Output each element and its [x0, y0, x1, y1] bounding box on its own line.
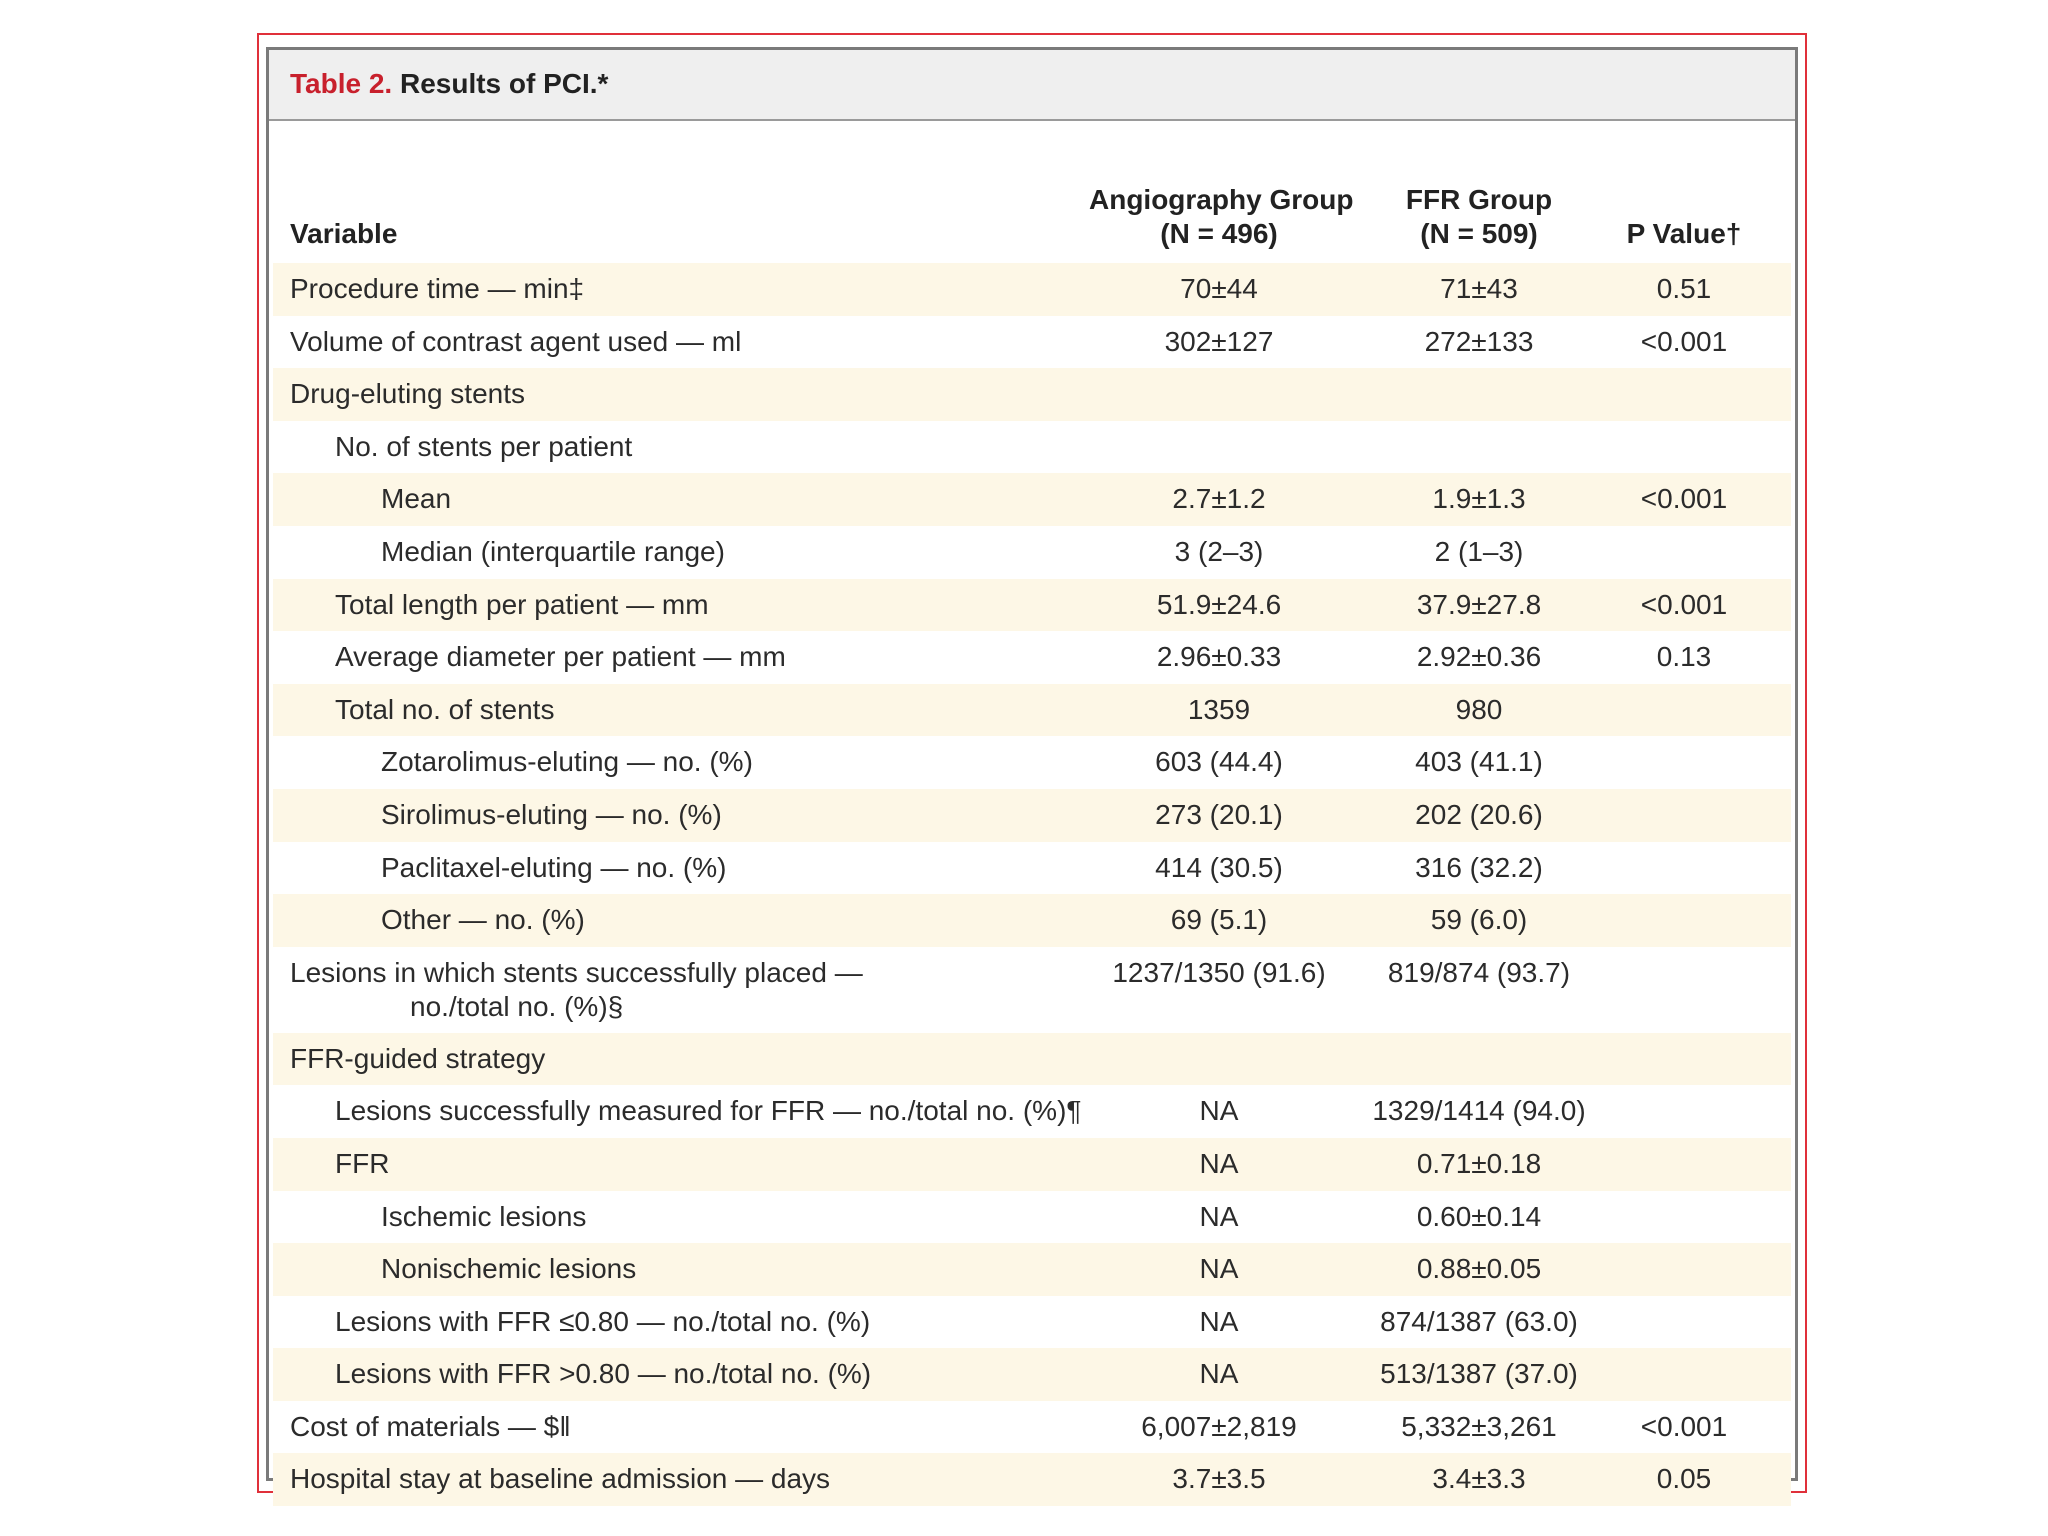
table-row [273, 684, 1791, 737]
table-number-label: Table 2. [290, 68, 393, 99]
table-row [273, 894, 1791, 947]
cell-angiography: 70±44 [1180, 273, 1258, 304]
cell-angiography: 1359 [1187, 693, 1251, 725]
cell-variable: Nonischemic lesions [381, 1253, 637, 1285]
table-row [273, 1191, 1791, 1244]
table-row [273, 526, 1791, 579]
table-row [273, 316, 1791, 369]
cell-angiography: 2.7±1.2 [1172, 483, 1266, 515]
cell-angiography: 69 (5.1) [1170, 904, 1268, 936]
header-angiography-group [1089, 183, 1354, 251]
cell-p-value: 0.13 [1656, 641, 1712, 673]
cell-variable: Ischemic lesions [381, 1200, 587, 1232]
cell-angiography: NA [1199, 1200, 1239, 1232]
table-row [273, 1401, 1791, 1454]
header-variable: Variable [290, 218, 398, 249]
table-row [273, 579, 1791, 632]
cell-ffr: 316 (32.2) [1415, 851, 1543, 883]
table-row [273, 1296, 1791, 1349]
cell-variable: FFR-guided strategy [290, 1042, 546, 1074]
cell-variable: Procedure time — min‡ [290, 273, 585, 304]
cell-ffr: 980 [1455, 693, 1503, 725]
cell-p-value: <0.001 [1640, 588, 1728, 620]
cell-ffr: 37.9±27.8 [1416, 588, 1542, 620]
cell-ffr: 874/1387 (63.0) [1380, 1305, 1578, 1337]
cell-ffr: 71±43 [1440, 273, 1518, 304]
table-row [273, 789, 1791, 842]
cell-angiography: 603 (44.4) [1155, 746, 1283, 778]
cell-ffr: 0.71±0.18 [1416, 1147, 1542, 1179]
cell-variable: Median (interquartile range) [381, 535, 725, 567]
cell-variable: Lesions in which stents successfully placed — [290, 956, 863, 988]
table-row [273, 263, 1791, 316]
table-title-text: Results of PCI.* [399, 68, 609, 99]
cell-angiography: NA [1199, 1253, 1239, 1285]
table-row [273, 1348, 1791, 1401]
table-body [273, 263, 1791, 1506]
cell-variable: FFR [335, 1147, 390, 1179]
cell-variable: Mean [381, 483, 452, 515]
cell-variable-continuation: no./total no. (%)§ [410, 990, 624, 1022]
table-row [273, 421, 1791, 474]
cell-ffr: 2 (1–3) [1434, 535, 1524, 567]
cell-angiography: 414 (30.5) [1155, 851, 1283, 883]
table-row [273, 1085, 1791, 1138]
cell-angiography: 3.7±3.5 [1172, 1463, 1266, 1495]
table-title-bar [269, 50, 1795, 121]
table-row [273, 736, 1791, 789]
cell-variable: Sirolimus-eluting — no. (%) [381, 798, 722, 830]
cell-variable: Zotarolimus-eluting — no. (%) [381, 746, 753, 778]
table-header-row [269, 123, 1795, 263]
cell-ffr: 59 (6.0) [1430, 904, 1528, 936]
cell-angiography: NA [1199, 1095, 1239, 1127]
table-row [273, 1453, 1791, 1506]
cell-variable: Drug-eluting stents [290, 378, 526, 410]
cell-angiography: 302±127 [1164, 325, 1274, 357]
header-p-value: P Value† [1626, 218, 1742, 249]
cell-angiography: NA [1199, 1305, 1239, 1337]
header-angiography-n: (N = 496) [1160, 218, 1278, 249]
cell-p-value: <0.001 [1640, 1410, 1728, 1442]
cell-variable: Other — no. (%) [381, 904, 585, 936]
cell-ffr: 1.9±1.3 [1432, 483, 1526, 515]
header-angiography-name: Angiography Group [1089, 184, 1354, 215]
cell-ffr: 1329/1414 (94.0) [1372, 1095, 1586, 1127]
cell-ffr: 0.88±0.05 [1416, 1253, 1542, 1285]
cell-angiography: 2.96±0.33 [1156, 641, 1282, 673]
cell-ffr: 819/874 (93.7) [1387, 956, 1571, 988]
cell-angiography: 6,007±2,819 [1141, 1410, 1297, 1442]
cell-ffr: 0.60±0.14 [1416, 1200, 1542, 1232]
cell-ffr: 5,332±3,261 [1401, 1410, 1557, 1442]
cell-variable: Cost of materials — $‖ [290, 1410, 571, 1442]
cell-angiography: NA [1199, 1358, 1239, 1390]
cell-variable: Lesions with FFR >0.80 — no./total no. (%) [335, 1358, 872, 1390]
cell-variable: Total no. of stents [335, 693, 555, 725]
cell-variable: Lesions with FFR ≤0.80 — no./total no. (%) [335, 1305, 871, 1337]
cell-p-value: 0.51 [1656, 273, 1712, 304]
cell-angiography: 273 (20.1) [1155, 798, 1283, 830]
cell-variable: Total length per patient — mm [335, 588, 709, 620]
table-row [273, 1033, 1791, 1086]
table-row [273, 368, 1791, 421]
cell-angiography: 3 (2–3) [1174, 535, 1264, 567]
cell-variable: Lesions successfully measured for FFR — no./total no. (%)¶ [335, 1095, 1082, 1127]
cell-ffr: 403 (41.1) [1415, 746, 1543, 778]
table-row [273, 473, 1791, 526]
table-row [273, 947, 1791, 1033]
cell-angiography: 1237/1350 (91.6) [1112, 956, 1326, 988]
cell-p-value: <0.001 [1640, 483, 1728, 515]
table-row [273, 1138, 1791, 1191]
cell-p-value: 0.05 [1656, 1463, 1712, 1495]
cell-angiography: NA [1199, 1147, 1239, 1179]
header-ffr-name: FFR Group [1405, 184, 1553, 215]
table-row [273, 631, 1791, 684]
results-table [266, 47, 1798, 1495]
cell-ffr: 2.92±0.36 [1416, 641, 1542, 673]
table-title [290, 68, 608, 100]
cell-variable: Paclitaxel-eluting — no. (%) [381, 851, 727, 883]
header-ffr-n: (N = 509) [1420, 218, 1538, 249]
cell-variable: Hospital stay at baseline admission — days [290, 1463, 831, 1495]
cell-p-value: <0.001 [1640, 325, 1728, 357]
table-row [273, 842, 1791, 895]
table-row [273, 1243, 1791, 1296]
cell-variable: Average diameter per patient — mm [335, 641, 786, 673]
cell-angiography: 51.9±24.6 [1156, 588, 1282, 620]
header-ffr-group [1349, 183, 1609, 251]
cell-ffr: 513/1387 (37.0) [1380, 1358, 1578, 1390]
cell-variable: Volume of contrast agent used — ml [290, 325, 742, 357]
cell-ffr: 272±133 [1424, 325, 1534, 357]
cell-ffr: 202 (20.6) [1415, 798, 1543, 830]
cell-variable: No. of stents per patient [335, 430, 633, 462]
cell-ffr: 3.4±3.3 [1432, 1463, 1526, 1495]
